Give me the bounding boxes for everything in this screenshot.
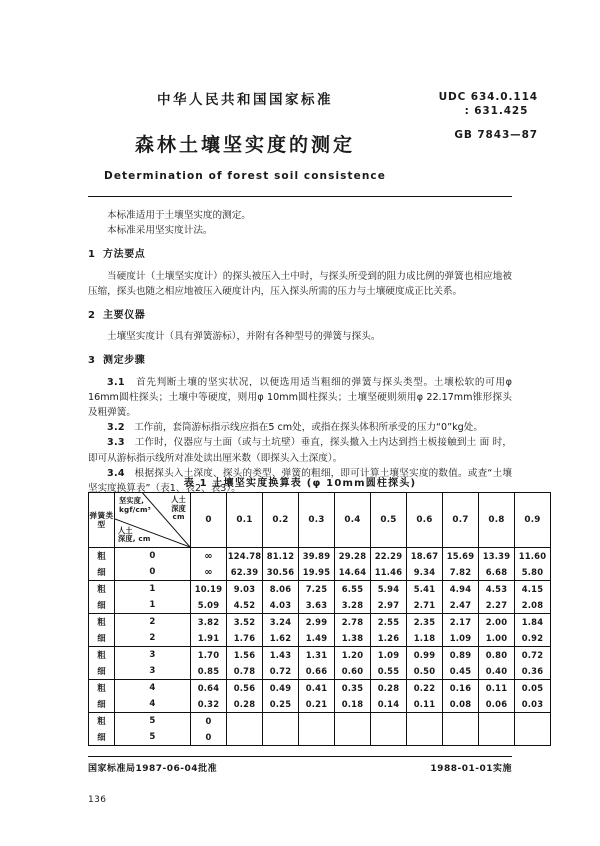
cell-value: 5.41 [407,581,443,598]
conversion-table-wrapper [88,492,547,746]
footer-divider [88,756,512,757]
cell-value: 1.18 [407,630,443,647]
table-caption: 表 1 土壤坚实度换算表 (φ 10mm圆柱探头) [183,478,417,489]
cell-depth: 0 [115,548,191,565]
cell-spring-type: 细 [89,696,115,713]
cell-value: 0.89 [443,647,479,664]
cell-value: 2.78 [335,614,371,631]
cell-depth: 3 [115,663,191,680]
cell-value: 0.28 [227,696,263,713]
cell-value: 0.32 [191,696,227,713]
table-row [89,680,551,697]
cell-value: 0.25 [263,696,299,713]
cell-value: 6.55 [335,581,371,598]
cell-depth: 2 [115,630,191,647]
cell-value: 0.35 [335,680,371,697]
step-text-3-3: 工作时，仪器应与土面（或与土坑壁）垂直，探头撤入土内达到挡土板接触到土 面 时，即可从游标指示线所对准处读出厘米数（即探头入土深度）。 [88,437,512,464]
column-header-2: 0.2 [263,493,299,548]
cell-value: 1.00 [479,630,515,647]
table-row [89,548,551,565]
cell-value: 1.09 [371,647,407,664]
cell-spring-type: 细 [89,597,115,614]
cell-value: 7.82 [443,564,479,581]
cell-value: 0.49 [263,680,299,697]
cell-value: 2.17 [443,614,479,631]
cell-value: 1.43 [263,647,299,664]
effective-date-text: 1988-01-01实施 [430,764,512,774]
table-header-row [89,493,551,548]
cell-depth: 1 [115,581,191,598]
depth-bottom-line2: 深度, cm [118,534,151,544]
section-title-2: 主要仪器 [103,310,146,322]
document-footer [88,761,512,774]
cell-value: 29.28 [335,548,371,565]
depth-top-line3: cm [172,512,185,522]
cell-value: 0.55 [371,663,407,680]
cell-value: 0.72 [515,647,551,664]
cell-value: 0.14 [371,696,407,713]
cell-value: 2.97 [371,597,407,614]
cell-value: 15.69 [443,548,479,565]
cell-value: 9.34 [407,564,443,581]
hardness-unit-label [119,497,151,514]
cell-value [335,713,371,730]
intro-line-2: 本标准采用坚实度计法。 [107,225,213,237]
document-header [0,88,600,182]
cell-value: 2.99 [299,614,335,631]
cell-value: 0.92 [515,630,551,647]
cell-value: 11.46 [371,564,407,581]
cell-value: 39.89 [299,548,335,565]
cell-value: 0.41 [299,680,335,697]
cell-value: 9.03 [227,581,263,598]
step-text-3-1: 首先判断土壤的坚实状况，以便选用适当粗细的弹簧与探头类型。土壤松软的可用φ 16mm圆柱探头；土壤中等硬度，则用φ 10mm圆柱探头；土壤坚硬则须用φ 22.17mm锥形探头及粗弹簧。 [88,376,512,419]
section-number-2: 2 [88,310,96,322]
cell-depth: 3 [115,647,191,664]
column-header-4: 0.4 [335,493,371,548]
cell-value: 0.64 [191,680,227,697]
cell-value [479,729,515,746]
table-row [89,729,551,746]
cell-value: 0.99 [407,647,443,664]
step-3-3 [88,435,512,465]
cell-value: 1.49 [299,630,335,647]
table-row [89,581,551,598]
step-number-3-4: 3.4 [107,467,125,479]
cell-value: 2.55 [371,614,407,631]
cell-value: 5.80 [515,564,551,581]
step-text-3-4: 根据探头入土深度、探头的类型、弹簧的粗细，即可计算土壤坚实度的数值。或查“土壤坚实度换算表”（表1、表2、表3）。 [88,467,512,495]
page-title: 森林土壤坚实度的测定 [134,134,355,156]
cell-spring-type: 粗 [89,614,115,631]
section-body-2: 土壤坚实度计（具有弹簧游标），并附有各种型号的弹簧与探头。 [107,331,381,343]
depth-top-label [171,496,186,522]
cell-value: 0 [191,713,227,730]
cell-value [443,713,479,730]
cell-value [299,713,335,730]
cell-value: 0.11 [479,680,515,697]
hardness-label-line2: kgf/cm³ [119,504,151,514]
cell-value: 0.60 [335,663,371,680]
cell-value: 0.78 [227,663,263,680]
cell-value: 1.62 [263,630,299,647]
cell-value: 0.36 [515,663,551,680]
cell-value: 0.06 [479,696,515,713]
column-header-8: 0.8 [479,493,515,548]
cell-value [479,713,515,730]
table-row [89,564,551,581]
cell-value: 1.31 [299,647,335,664]
section-heading-3 [88,353,512,368]
cell-value: 0.22 [407,680,443,697]
cell-value: 3.52 [227,614,263,631]
cell-value: 2.00 [479,614,515,631]
cell-value: 0.85 [191,663,227,680]
table-row [89,597,551,614]
cell-value: 0 [191,729,227,746]
cell-value: 1.26 [371,630,407,647]
cell-value: 1.91 [191,630,227,647]
cell-value: 8.06 [263,581,299,598]
cell-value: 4.15 [515,581,551,598]
cell-depth: 2 [115,614,191,631]
step-text-3-2: 工作前，套筒游标指示线应指在5 cm处，或指在探头体积所承受的压力“0”kg处。 [134,422,483,434]
cell-value: 0.11 [407,696,443,713]
table-row [89,614,551,631]
cell-spring-type: 细 [89,564,115,581]
cell-value: 4.53 [479,581,515,598]
cell-value: 10.19 [191,581,227,598]
cell-value: 0.16 [443,680,479,697]
cell-value [515,713,551,730]
cell-spring-type: 粗 [89,713,115,730]
cell-value: 0.45 [443,663,479,680]
cell-value: 0.72 [263,663,299,680]
cell-value [299,729,335,746]
cell-value [371,713,407,730]
cell-spring-type: 粗 [89,647,115,664]
column-header-5: 0.5 [371,493,407,548]
cell-value: 2.35 [407,614,443,631]
cell-value: 1.84 [515,614,551,631]
cell-value [515,729,551,746]
column-header-3: 0.3 [299,493,335,548]
udc-line-1: UDC 634.0.114 [438,91,538,103]
step-number-3-2: 3.2 [107,422,125,434]
cell-value: 0.80 [479,647,515,664]
cell-depth: 4 [115,680,191,697]
table-head [89,493,551,548]
cell-value: 1.76 [227,630,263,647]
cell-value [227,729,263,746]
cell-value: 124.78 [227,548,263,565]
cell-value: 0.08 [443,696,479,713]
approval-text: 国家标准局1987-06-04批准 [88,764,218,774]
soil-consistence-conversion-table [88,492,551,746]
depth-bottom-label [118,527,151,544]
cell-value [191,564,227,581]
cell-value: 19.95 [299,564,335,581]
cell-value: 18.67 [407,548,443,565]
step-3-1 [88,375,512,421]
cell-spring-type: 细 [89,630,115,647]
step-number-3-1: 3.1 [107,376,125,388]
column-header-1: 0.1 [227,493,263,548]
column-header-9: 0.9 [515,493,551,548]
table-body [89,548,551,746]
cell-value: 0.05 [515,680,551,697]
cell-depth: 5 [115,713,191,730]
header-spring-type [89,493,115,548]
cell-value: 3.63 [299,597,335,614]
cell-value: 4.52 [227,597,263,614]
cell-value [371,729,407,746]
cell-value: 2.47 [443,597,479,614]
cell-value: 6.68 [479,564,515,581]
cell-value: 1.56 [227,647,263,664]
cell-value: 1.70 [191,647,227,664]
cell-value: 11.60 [515,548,551,565]
page-title-english: Determination of forest soil consistence [104,170,386,182]
spring-type-label: 弹簧类型 [89,510,114,529]
step-number-3-3: 3.3 [107,437,125,449]
cell-value: 2.08 [515,597,551,614]
cell-spring-type: 细 [89,729,115,746]
cell-value [443,729,479,746]
cell-value: 0.50 [407,663,443,680]
column-header-0: 0 [191,493,227,548]
cell-value: 3.82 [191,614,227,631]
cell-value: 0.21 [299,696,335,713]
cell-depth: 1 [115,597,191,614]
infinity-symbol: ∞ [204,550,213,562]
cell-value [407,713,443,730]
hardness-label-line1: 坚实度, [119,496,145,505]
section-title-1: 方法要点 [103,249,146,261]
section-heading-1 [88,247,512,262]
cell-depth: 5 [115,729,191,746]
section-number-1: 1 [88,249,96,261]
cell-depth: 4 [115,696,191,713]
cell-value: 0.66 [299,663,335,680]
cell-value: 22.29 [371,548,407,565]
cell-value: 2.71 [407,597,443,614]
infinity-symbol: ∞ [204,566,213,578]
cell-value [263,713,299,730]
cell-spring-type: 细 [89,663,115,680]
cell-value: 1.20 [335,647,371,664]
cell-value [191,548,227,565]
gb-standard-number: GB 7843—87 [454,129,538,141]
section-title-3: 测定步骤 [103,355,146,367]
cell-value: 1.09 [443,630,479,647]
document-body [88,208,512,496]
national-standard-label: 中华人民共和国国家标准 [157,92,333,108]
cell-value: 62.39 [227,564,263,581]
cell-value: 1.38 [335,630,371,647]
cell-value: 4.94 [443,581,479,598]
table-row [89,630,551,647]
cell-value: 5.94 [371,581,407,598]
cell-value: 0.40 [479,663,515,680]
cell-value: 0.56 [227,680,263,697]
section-body-1: 当硬度计（土壤坚实度计）的探头被压入土中时，与探头所受到的阻力成比例的弹簧也相应地被压缩，探头也随之相应地被压入硬度计内，压入探头所需的压力与土壤硬度成正比关系。 [88,270,512,297]
section-number-3: 3 [88,355,96,367]
cell-spring-type: 粗 [89,548,115,565]
column-header-7: 0.7 [443,493,479,548]
cell-spring-type: 粗 [89,680,115,697]
header-divider [88,196,512,197]
table-row [89,696,551,713]
cell-value: 30.56 [263,564,299,581]
step-3-2 [88,420,512,435]
table-row [89,663,551,680]
cell-value: 0.18 [335,696,371,713]
table-row [89,713,551,730]
cell-value: 2.27 [479,597,515,614]
cell-depth: 0 [115,564,191,581]
cell-value: 4.03 [263,597,299,614]
depth-bottom-line1: 人土 [118,525,133,535]
cell-value: 13.39 [479,548,515,565]
cell-value: 3.24 [263,614,299,631]
intro-line-1: 本标准适用于土壤坚实度的测定。 [107,210,251,221]
cell-value [335,729,371,746]
cell-value: 0.28 [371,680,407,697]
table-row [89,647,551,664]
depth-top-line2: 深度 [171,503,186,513]
page-number: 136 [88,795,107,805]
depth-top-line1: 人土 [171,495,186,504]
cell-spring-type: 粗 [89,581,115,598]
cell-value: 5.09 [191,597,227,614]
section-heading-2 [88,308,512,323]
udc-line-2: : 631.425 [464,105,529,117]
udc-code [439,90,538,118]
cell-value: 7.25 [299,581,335,598]
cell-value: 14.64 [335,564,371,581]
cell-value: 81.12 [263,548,299,565]
cell-value [263,729,299,746]
cell-value: 3.28 [335,597,371,614]
cell-value [227,713,263,730]
header-diagonal-cell [115,493,191,548]
cell-value [407,729,443,746]
column-header-6: 0.6 [407,493,443,548]
cell-value: 0.03 [515,696,551,713]
